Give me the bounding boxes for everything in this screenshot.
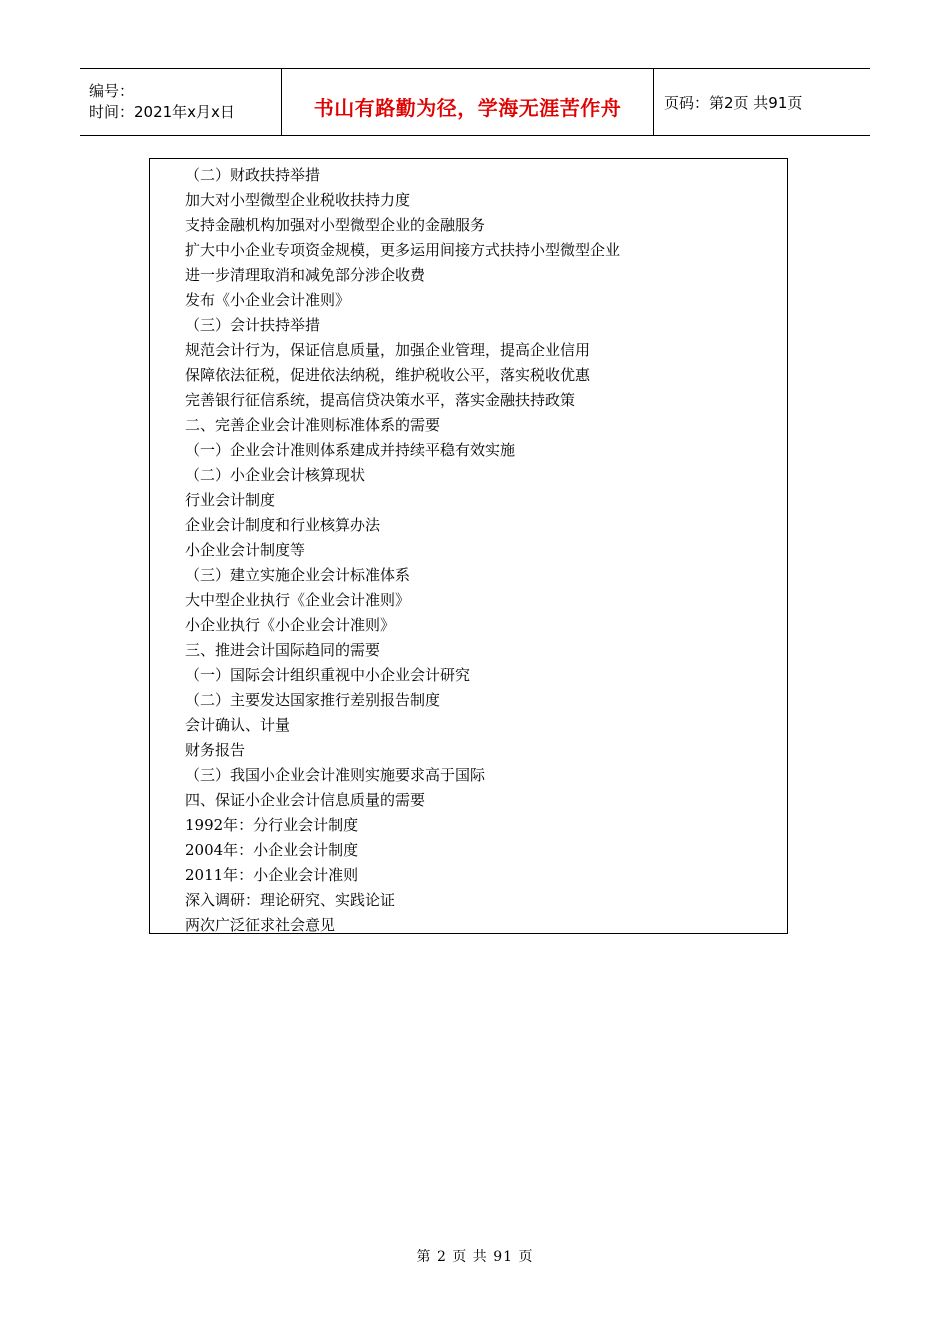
content-line: 小企业会计制度等 — [185, 541, 306, 559]
content-line: 规范会计行为，保证信息质量，加强企业管理，提高企业信用 — [185, 341, 591, 359]
content-line: （二）主要发达国家推行差别报告制度 — [185, 691, 441, 709]
content-line: 完善银行征信系统，提高信贷决策水平，落实金融扶持政策 — [185, 391, 576, 409]
header-motto-cell — [282, 69, 654, 135]
content-line: 大中型企业执行《企业会计准则》 — [185, 591, 411, 609]
content-line: 财务报告 — [185, 741, 246, 759]
content-line: 小企业执行《小企业会计准则》 — [185, 616, 396, 634]
content-line: （二）小企业会计核算现状 — [185, 466, 366, 484]
content-line: 四、保证小企业会计信息质量的需要 — [185, 791, 426, 809]
page-footer: 第 2 页 共 91 页 — [416, 1249, 534, 1265]
content-line: 支持金融机构加强对小型微型企业的金融服务 — [185, 216, 486, 234]
content-line: （二）财政扶持举措 — [185, 166, 321, 184]
content-line: 行业会计制度 — [185, 491, 276, 509]
content-line: 两次广泛征求社会意见 — [185, 916, 336, 934]
content-line: 保障依法征税，促进依法纳税，维护税收公平，落实税收优惠 — [185, 366, 591, 384]
content-line: （三）我国小企业会计准则实施要求高于国际 — [185, 766, 486, 784]
content-line: 进一步清理取消和减免部分涉企收费 — [185, 266, 426, 284]
content-line: 2011年：小企业会计准则 — [185, 866, 359, 884]
content-line: 二、完善企业会计准则标准体系的需要 — [185, 416, 441, 434]
header-page-info-cell — [654, 69, 870, 135]
content-line: （一）国际会计组织重视中小企业会计研究 — [185, 666, 471, 684]
content-line: （三）建立实施企业会计标准体系 — [185, 566, 411, 584]
header-meta — [80, 69, 282, 135]
content-line: 三、推进会计国际趋同的需要 — [185, 641, 381, 659]
page-header — [80, 68, 870, 136]
content-line: 2004年：小企业会计制度 — [185, 841, 359, 859]
content-line: 1992年：分行业会计制度 — [185, 816, 359, 834]
content-line: 扩大中小企业专项资金规模，更多运用间接方式扶持小型微型企业 — [185, 241, 621, 259]
content-line: 发布《小企业会计准则》 — [185, 291, 351, 309]
content-line: 企业会计制度和行业核算办法 — [185, 516, 381, 534]
content-line: 深入调研：理论研究、实践论证 — [185, 891, 396, 909]
content-line: 会计确认、计量 — [185, 716, 291, 734]
code-label: 编号： — [89, 82, 135, 100]
header-page-info: 页码：第2页 共91页 — [664, 93, 803, 112]
content-line: （三）会计扶持举措 — [185, 316, 321, 334]
content-line: （一）企业会计准则体系建成并持续平稳有效实施 — [185, 441, 516, 459]
content-line: 加大对小型微型企业税收扶持力度 — [185, 191, 411, 209]
date-label: 时间：2021年x月x日 — [89, 103, 235, 121]
header-motto: 书山有路勤为径，学海无涯苦作舟 — [313, 95, 622, 120]
content-box — [149, 158, 788, 934]
